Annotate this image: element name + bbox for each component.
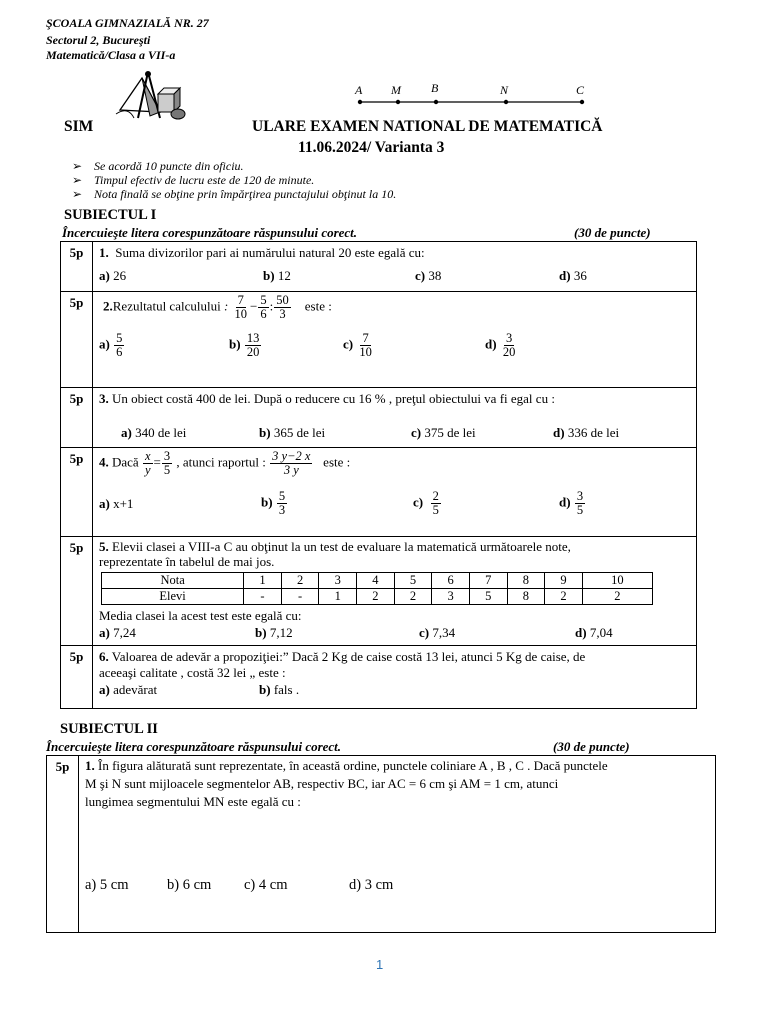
table-cell: 2 <box>394 589 432 605</box>
table-cell: 8 <box>507 573 545 589</box>
label-n: N <box>500 83 509 97</box>
question-points: 5p <box>61 242 93 292</box>
rule-item: ➢ Se acordă 10 puncte din oficiu. <box>72 159 244 173</box>
table-cell: 5 <box>394 573 432 589</box>
geometry-tools-icon <box>112 70 190 122</box>
table-cell: 2 <box>281 573 319 589</box>
section-1-instruction: Încercuieşte litera corespunzătoare răspunsului corect. <box>62 225 358 240</box>
table-cell: - <box>281 589 319 605</box>
section-2-instruction: Încercuieşte litera corespunzătoare răspunsului corect. <box>46 739 342 754</box>
option-c[interactable]: c) 7,34 <box>419 625 456 640</box>
table-cell: 10 <box>582 573 652 589</box>
question-points: 5p <box>61 537 93 646</box>
section-2-table <box>46 755 716 933</box>
option-a[interactable]: a) 5 cm <box>85 877 129 893</box>
option-b[interactable]: b) fals . <box>259 682 300 697</box>
question-number: 6. <box>99 649 109 664</box>
question-points: 5p <box>61 388 93 448</box>
question-text: Valoarea de adevăr a propoziţiei:” Dacă 2 Kg de caise costă 13 lei, atunci 5 Kg de caise, de <box>111 649 586 664</box>
question-number: 5. <box>99 539 109 554</box>
option-a[interactable]: a) 26 <box>99 268 127 283</box>
table-cell: 4 <box>357 573 395 589</box>
point-c <box>580 100 584 104</box>
question-text: Un obiect costă 400 de lei. După o reducere cu 16 % , preţul obiectului va fi egal cu : <box>112 391 555 406</box>
collinear-points-figure <box>348 80 598 110</box>
point-a <box>358 100 362 104</box>
rule-item: ➢ Timpul efectiv de lucru este de 120 de minute. <box>72 173 315 187</box>
question-number: 3. <box>99 391 109 406</box>
option-a[interactable]: a) adevărat <box>99 682 158 697</box>
section-1-table <box>60 241 697 709</box>
subject-class: Matematică/Clasa a VII-a <box>46 48 176 62</box>
table-cell: 5 <box>469 589 507 605</box>
table-cell: 2 <box>357 589 395 605</box>
label-a: A <box>355 83 363 97</box>
option-b[interactable]: b) $\frac{13}{20}$ <box>229 331 260 359</box>
point-n <box>504 100 508 104</box>
question-text: Elevii clasei a VIII-a C au obţinut la un test de evaluare la matematică următoarele note, <box>112 539 571 554</box>
title-prefix: SIM <box>64 118 94 135</box>
option-c[interactable]: c) 4 cm <box>244 877 288 893</box>
option-b[interactable]: b) 6 cm <box>167 877 212 893</box>
table-cell: - <box>244 589 282 605</box>
question-row <box>47 756 716 933</box>
table-cell: 2 <box>582 589 652 605</box>
question-row <box>61 388 697 448</box>
question-row <box>61 448 697 537</box>
option-c[interactable]: c) 38 <box>415 268 442 283</box>
question-points: 5p <box>47 756 79 933</box>
table-cell: 7 <box>469 573 507 589</box>
grades-row-elevi <box>102 589 653 605</box>
option-c[interactable]: c) 375 de lei <box>411 425 476 440</box>
option-d[interactable]: d) 336 de lei <box>553 425 620 440</box>
school-sector: Sectorul 2, Bucureşti <box>46 33 151 47</box>
question-text-cont: M şi N sunt mijloacele segmentelor AB, respectiv BC, iar AC = 6 cm şi AM = 1 cm, atunci <box>85 776 559 791</box>
option-d[interactable]: d) 3 cm <box>349 877 394 893</box>
option-b[interactable]: b) 365 de lei <box>259 425 326 440</box>
question-text-cont: reprezentate în tabelul de mai jos. <box>99 554 275 569</box>
question-points: 5p <box>61 448 93 537</box>
option-d[interactable]: d) 7,04 <box>575 625 613 640</box>
table-cell: 1 <box>319 589 357 605</box>
point-b <box>434 100 438 104</box>
question-number: 1. <box>85 758 95 773</box>
question-text: 2.Rezultatul calculului : $\frac{7}{10}$ − $\frac{5}{6}$ : $\frac{50}{3}$ este : <box>103 293 332 321</box>
section-1-title: SUBIECTUL I <box>64 207 157 223</box>
table-cell: 3 <box>319 573 357 589</box>
question-text-cont: aceeaşi calitate , costă 32 lei „ este : <box>99 665 286 680</box>
section-2-title: SUBIECTUL II <box>60 721 158 737</box>
option-b[interactable]: b) $\frac{5}{3}$ <box>261 489 286 517</box>
question-points: 5p <box>61 292 93 388</box>
point-m <box>396 100 400 104</box>
table-cell: 3 <box>432 589 470 605</box>
option-d[interactable]: d) $\frac{3}{5}$ <box>559 489 584 517</box>
exam-title: ULARE EXAMEN NATIONAL DE MATEMATICĂ <box>252 118 603 135</box>
table-cell: 9 <box>545 573 583 589</box>
table-cell: Elevi <box>102 589 244 605</box>
option-c[interactable]: c) $\frac{2}{5}$ <box>413 489 439 517</box>
rule-item: ➢ Nota finală se obţine prin împărţirea punctajului obţinut la 10. <box>72 187 397 201</box>
arrow-bullet-icon: ➢ <box>72 159 83 173</box>
question-text: 4. Dacă $\frac{x}{y}$ = $\frac{3}{5}$ , atunci raportul : $\frac{3 y-2 x}{3 y}$ este : <box>99 449 351 477</box>
arrow-bullet-icon: ➢ <box>72 173 83 187</box>
option-c[interactable]: c) $\frac{7}{10}$ <box>343 331 372 359</box>
table-cell: 8 <box>507 589 545 605</box>
question-points: 5p <box>61 646 93 709</box>
option-a[interactable]: a) $\frac{5}{6}$ <box>99 331 123 359</box>
arrow-bullet-icon: ➢ <box>72 187 83 201</box>
question-text: Suma divizorilor pari ai numărului natural 20 este egală cu: <box>115 245 425 260</box>
exam-date-variant: 11.06.2024/ Varianta 3 <box>298 139 445 156</box>
label-b: B <box>431 81 439 95</box>
option-a[interactable]: a) 340 de lei <box>121 425 187 440</box>
question-row <box>61 537 697 646</box>
question-row <box>61 242 697 292</box>
option-a[interactable]: a) x+1 <box>99 496 134 511</box>
section-1-points: (30 de puncte) <box>574 225 651 240</box>
option-b[interactable]: b) 7,12 <box>255 625 293 640</box>
table-cell: 1 <box>244 573 282 589</box>
question-row <box>61 292 697 388</box>
option-d[interactable]: d) 36 <box>559 268 587 283</box>
grades-row-nota <box>102 573 653 589</box>
label-c: C <box>576 83 585 97</box>
question-row <box>61 646 697 709</box>
table-cell: Nota <box>102 573 244 589</box>
table-cell: 2 <box>545 589 583 605</box>
option-a[interactable]: a) 7,24 <box>99 625 136 640</box>
question-text-cont: lungimea segmentului MN este egală cu : <box>85 794 301 809</box>
exam-rules <box>72 159 396 201</box>
option-d[interactable]: d) $\frac{3}{20}$ <box>485 331 516 359</box>
grades-table <box>101 572 653 605</box>
page-number: 1 <box>376 957 384 972</box>
section-2-points: (30 de puncte) <box>553 739 630 754</box>
table-cell: 6 <box>432 573 470 589</box>
question-number: 1. <box>99 245 109 260</box>
question-text: În figura alăturată sunt reprezentate, în această ordine, punctele coliniare A , B , C . Dacă punctele <box>98 758 608 773</box>
question-subtext: Media clasei la acest test este egală cu: <box>99 608 302 623</box>
school-name: ŞCOALA GIMNAZIALĂ NR. 27 <box>46 16 209 30</box>
label-m: M <box>391 83 401 97</box>
option-b[interactable]: b) 12 <box>263 268 291 283</box>
